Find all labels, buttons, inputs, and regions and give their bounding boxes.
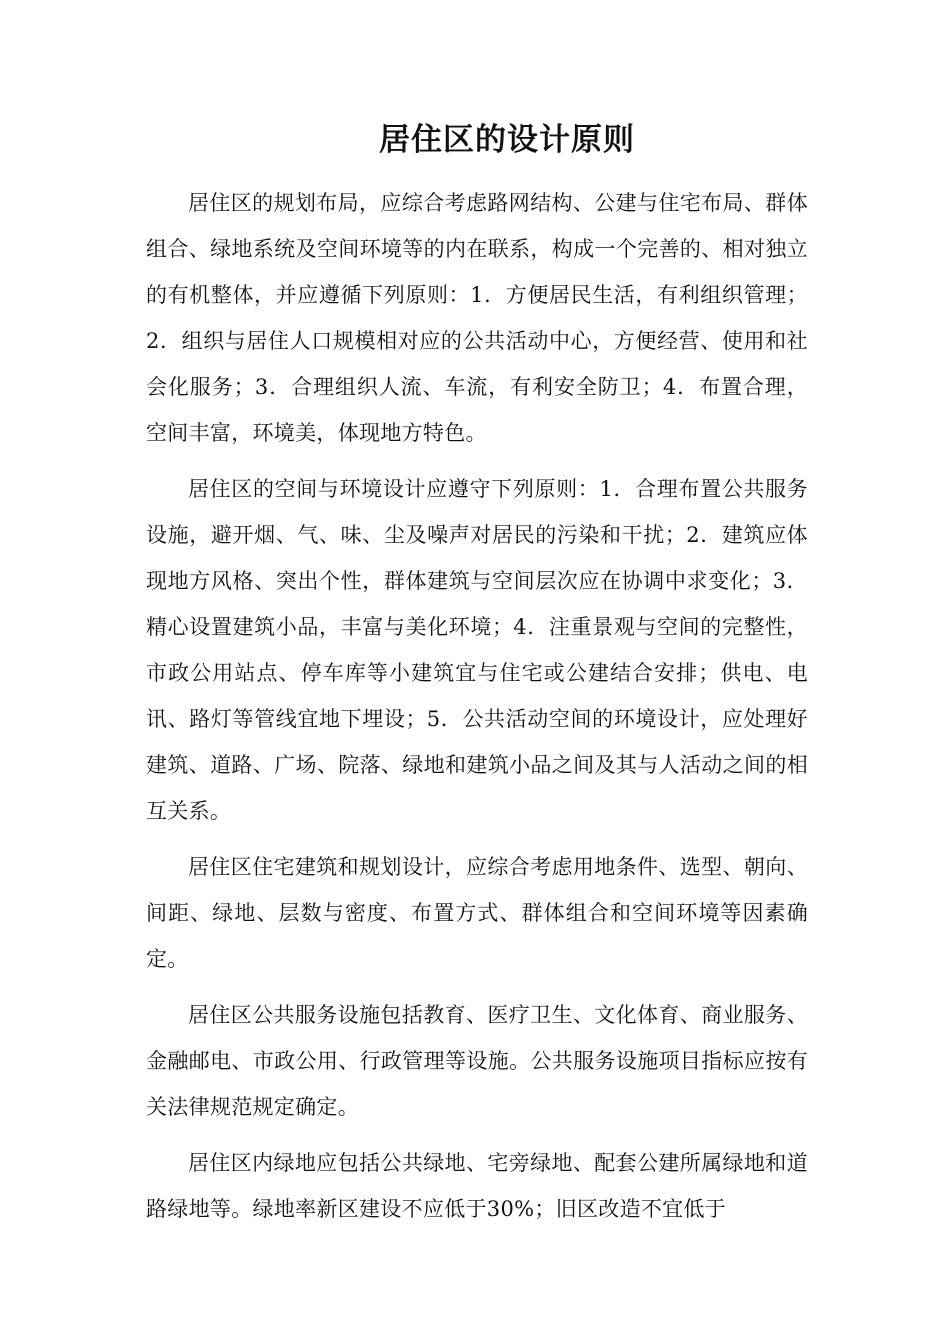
paragraph-green-space: 居住区内绿地应包括公共绿地、宅旁绿地、配套公建所属绿地和道路绿地等。绿地率新区建设不应低于30%；旧区改造不宜低于 bbox=[146, 1151, 808, 1221]
paragraph-layout-principles: 居住区的规划布局，应综合考虑路网结构、公建与住宅布局、群体组合、绿地系统及空间环境等的内在联系，构成一个完善的、相对独立的有机整体，并应遵循下列原则：1．方便居民生活，有利组织管理；2．组织与居住人口规模相对应的公共活动中心，方便经营、使用和社会化服务；3．合理组织人流、车流，有利安全防卫；4．布置合理，空间丰富，环境美，体现地方特色。 bbox=[146, 191, 808, 445]
paragraph-space-environment: 居住区的空间与环境设计应遵守下列原则：1．合理布置公共服务设施，避开烟、气、味、尘及噪声对居民的污染和干扰；2．建筑应体现地方风格、突出个性，群体建筑与空间层次应在协调中求变化；3．精心设置建筑小品，丰富与美化环境；4．注重景观与空间的完整性，市政公用站点、停车库等小建筑宜与住宅或公建结合安排；供电、电讯、路灯等管线宜地下埋设；5．公共活动空间的环境设计，应处理好建筑、道路、广场、院落、绿地和建筑小品之间及其与人活动之间的相互关系。 bbox=[146, 477, 808, 823]
paragraph-public-facilities: 居住区公共服务设施包括教育、医疗卫生、文化体育、商业服务、金融邮电、市政公用、行政管理等设施。公共服务设施项目指标应按有关法律规范规定确定。 bbox=[146, 1003, 808, 1119]
document-title: 居住区的设计原则 bbox=[379, 122, 635, 158]
document-page bbox=[146, 118, 808, 1242]
paragraph-residential-buildings: 居住区住宅建筑和规划设计，应综合考虑用地条件、选型、朝向、间距、绿地、层数与密度、布置方式、群体组合和空间环境等因素确定。 bbox=[146, 855, 808, 971]
